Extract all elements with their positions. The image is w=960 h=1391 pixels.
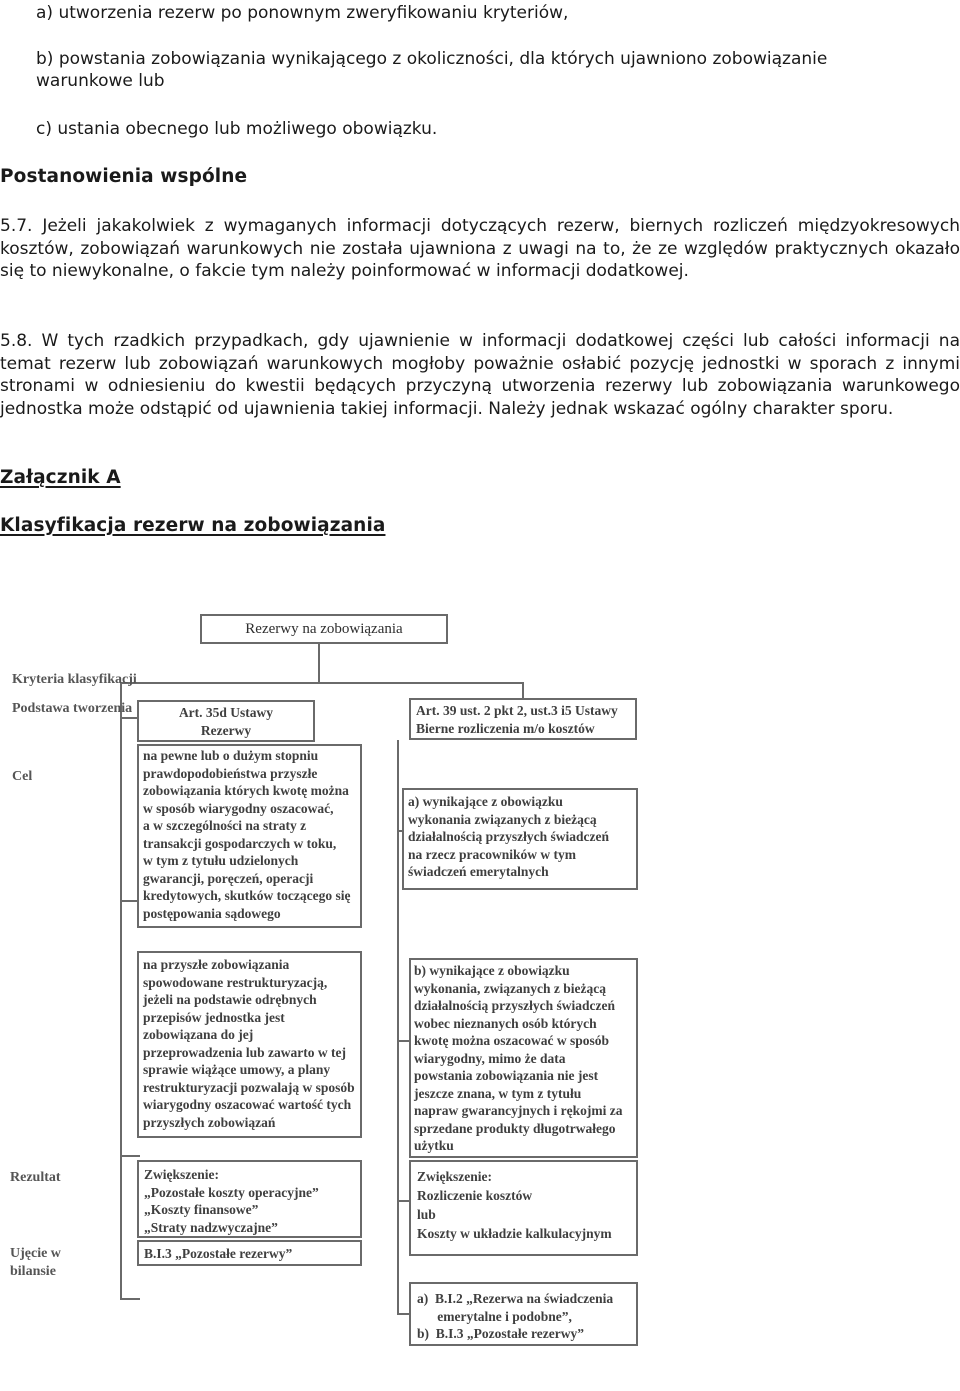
basis-left-text: Art. 35d Ustawy Rezerwy [178,705,274,738]
purpose-right-2-box [409,958,638,1158]
annex-subtitle: Klasyfikacja rezerw na zobowiązania [0,515,386,536]
label-basis: Podstawa tworzenia [12,701,133,716]
purpose-right-2-text: b) wynikające z obowiązku wykonania, związanych z bieżącą działalnością przyszłych świadczeń wobec nieznanych osób których kwotę można oszacować w sposób wiarygodny, mimo że data powstania zobowiązania nie jest jeszcze znana, w tym z tytułu napraw gwarancyjnych i rękojmi za sprzedane produkty długotrwałego użytku [414,963,623,1153]
list-item-c: c) ustania obecnego lub możliwego obowiązku. [36,119,438,139]
balance-right-box [409,1282,638,1346]
paragraph-5-7: 5.7. Jeżeli jakakolwiek z wymaganych informacji dotyczących rezerw, biernych rozliczeń międzyokresowych kosztów, zobowiązań warunkowych nie została ujawniona z uwagi na to, że ze względów praktycznych okazało się to niewykonalne, o fakcie tym należy poinformować w informacji dodatkowej. [0,216,960,281]
connector-to-balance-right [397,1313,409,1315]
section-heading-common: Postanowienia wspólne [0,166,248,187]
connector-to-purpose-right-2 [397,1040,409,1042]
diagram-title: Rezerwy na zobowiązania [245,621,403,637]
connector-right-vertical [397,740,399,1315]
annex-title: Załącznik A [0,467,121,488]
balance-left-text: B.I.3 „Pozostałe rezerwy” [144,1246,293,1261]
connector-main-vertical [120,682,122,1300]
result-right-text: Zwiększenie: Rozliczenie kosztów lub Koszty w układzie kalkulacyjnym [417,1169,612,1241]
connector-to-result-right [397,1200,409,1202]
purpose-left-2-text: na przyszłe zobowiązania spowodowane restrukturyzacją, jeżeli na podstawie odrębnych przepisów jednostka jest zobowiązana do jej przeprowadzenia lub zawarto w tej sprawie wiążące umowy, a plany restrukturyzacji pozwalają w sposób wiarygodny oszacować wartość tych przyszłych zobowiązań [143,957,355,1130]
balance-right-text: a) B.I.2 „Rezerwa na świadczenia emerytalne i podobne”, b) B.I.3 „Pozostałe rezerwy” [417,1291,614,1341]
purpose-left-2-box [137,951,362,1138]
paragraph-5-8: 5.8. W tych rzadkich przypadkach, gdy ujawnienie w informacji dodatkowej części lub całości informacji na temat rezerw lub zobowiązań warunkowych mogłoby poważnie osłabić pozycję jednostki w sporach z innymi stronami w odniesieniu do kwestii będących przyczyną utworzenia rezerwy lub zobowiązania warunkowego jednostka może odstąpić od ujawnienia takiej informacji. Należy jednak wskazać ogólny charakter sporu. [0,331,960,419]
connector-to-purpose-left-2 [120,1155,140,1157]
result-left-box [137,1160,362,1238]
label-result: Rezultat [10,1170,61,1185]
diagram-title-box [200,614,448,644]
basis-right-text: Art. 39 ust. 2 pkt 2, ust.3 i5 Ustawy Bierne rozliczenia m/o kosztów [416,703,618,736]
label-criteria: Kryteria klasyfikacji [12,672,137,687]
label-purpose: Cel [12,769,33,784]
label-balance: Ujęcie w bilansie [10,1246,61,1279]
connector-title-down [318,644,320,682]
result-right-box [409,1160,638,1256]
basis-right-box [409,698,637,740]
connector-to-result-left [120,1298,140,1300]
purpose-left-1-box [137,744,362,928]
balance-left-box [137,1240,362,1266]
purpose-left-1-text: na pewne lub o dużym stopniu prawdopodobieństwa przyszłe zobowiązania których kwotę można w sposób wiarygodny oszacować, a w szczególności na straty z transakcji gospodarczych w toku, w tym z tytułu udzielonych gwarancji, poręczeń, operacji kredytowych, skutków toczącego się postępowania sądowego [143,748,351,921]
list-item-a: a) utworzenia rezerw po ponownym zweryfikowaniu kryteriów, [36,3,569,23]
list-item-b-line2: warunkowe lub [36,71,165,91]
list-item-b-line1: b) powstania zobowiązania wynikającego z okoliczności, dla których ujawniono zobowiązanie [36,49,828,69]
classification-diagram [0,600,960,1391]
basis-left-box [137,700,315,742]
purpose-right-1-text: a) wynikające z obowiązku wykonania związanych z bieżącą działalnością przyszłych świadczeń na rzecz pracowników w tym świadczeń emerytalnych [408,794,609,879]
connector-top-horizontal [120,682,524,684]
result-left-text: Zwiększenie: „Pozostałe koszty operacyjne” „Koszty finansowe” „Straty nadzwyczajne” [144,1167,319,1235]
purpose-right-1-box [402,788,638,890]
